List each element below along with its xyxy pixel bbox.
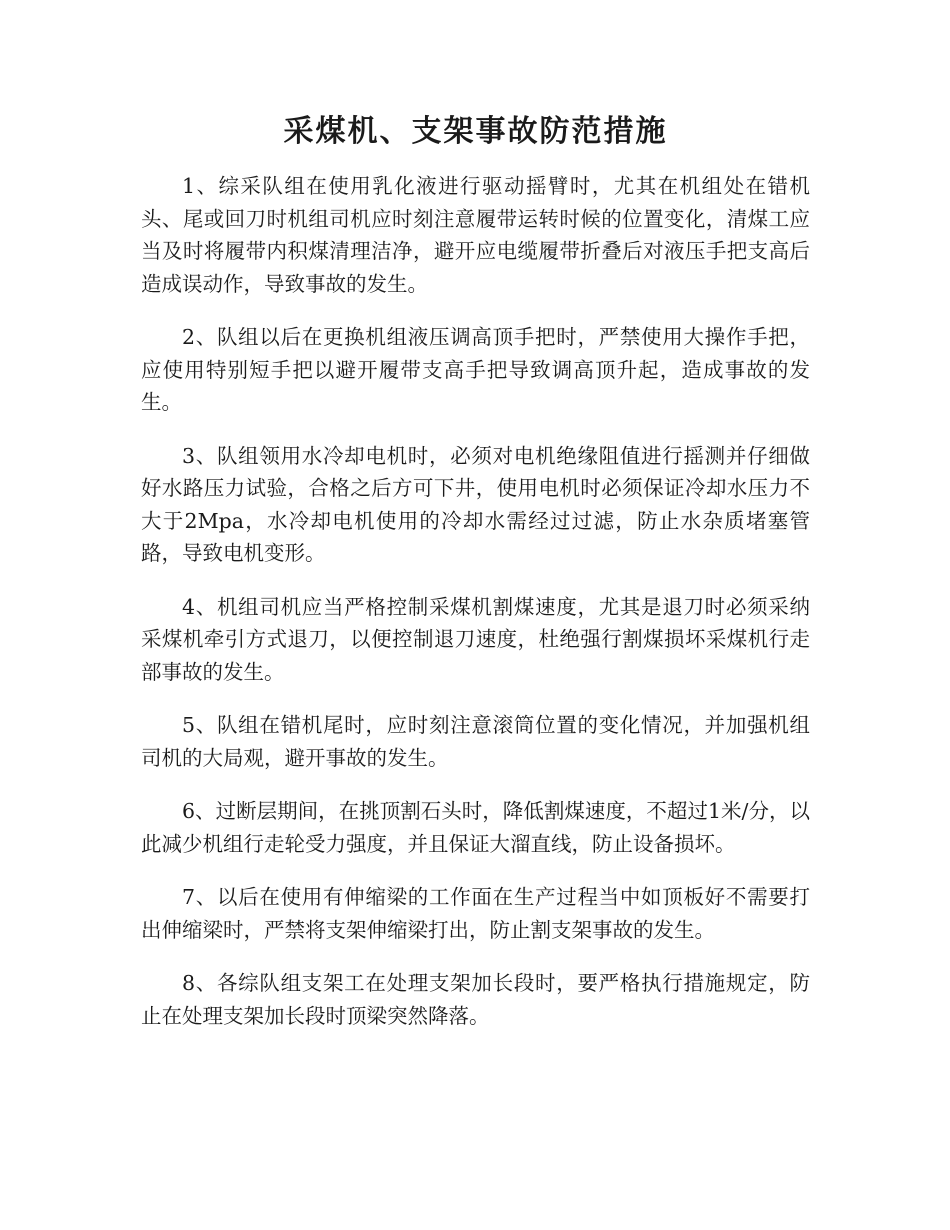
paragraph-3: 3、队组领用水冷却电机时，必须对电机绝缘阻值进行摇测并仔细做好水路压力试验，合格之后方可下井，使用电机时必须保证冷却水压力不大于2Mpa，水冷却电机使用的冷却水需经过过滤，防止水杂质堵塞管路，导致电机变形。 [141, 443, 810, 565]
paragraph-1: 1、综采队组在使用乳化液进行驱动摇臂时，尤其在机组处在错机头、尾或回刀时机组司机应时刻注意履带运转时候的位置变化，清煤工应当及时将履带内积煤清理洁净，避开应电缆履带折叠后对液压手把支高后造成误动作，导致事故的发生。 [141, 174, 810, 296]
paragraph-5: 5、队组在错机尾时，应时刻注意滚筒位置的变化情况，并加强机组司机的大局观，避开事故的发生。 [141, 713, 810, 770]
paragraph-2: 2、队组以后在更换机组液压调高顶手把时，严禁使用大操作手把，应使用特别短手把以避开履带支高手把导致调高顶升起，造成事故的发生。 [141, 325, 810, 414]
paragraph-6: 6、过断层期间，在挑顶割石头时，降低割煤速度，不超过1米/分，以此减少机组行走轮受力强度，并且保证大溜直线，防止设备损坏。 [141, 799, 810, 856]
paragraph-7: 7、以后在使用有伸缩梁的工作面在生产过程当中如顶板好不需要打出伸缩梁时，严禁将支架伸缩梁打出，防止割支架事故的发生。 [141, 885, 810, 942]
paragraph-8: 8、各综队组支架工在处理支架加长段时，要严格执行措施规定，防止在处理支架加长段时顶梁突然降落。 [141, 971, 810, 1028]
paragraph-4: 4、机组司机应当严格控制采煤机割煤速度，尤其是退刀时必须采纳采煤机牵引方式退刀，以便控制退刀速度，杜绝强行割煤损坏采煤机行走部事故的发生。 [141, 594, 810, 684]
document-title: 采煤机、支架事故防范措施 [283, 114, 668, 149]
